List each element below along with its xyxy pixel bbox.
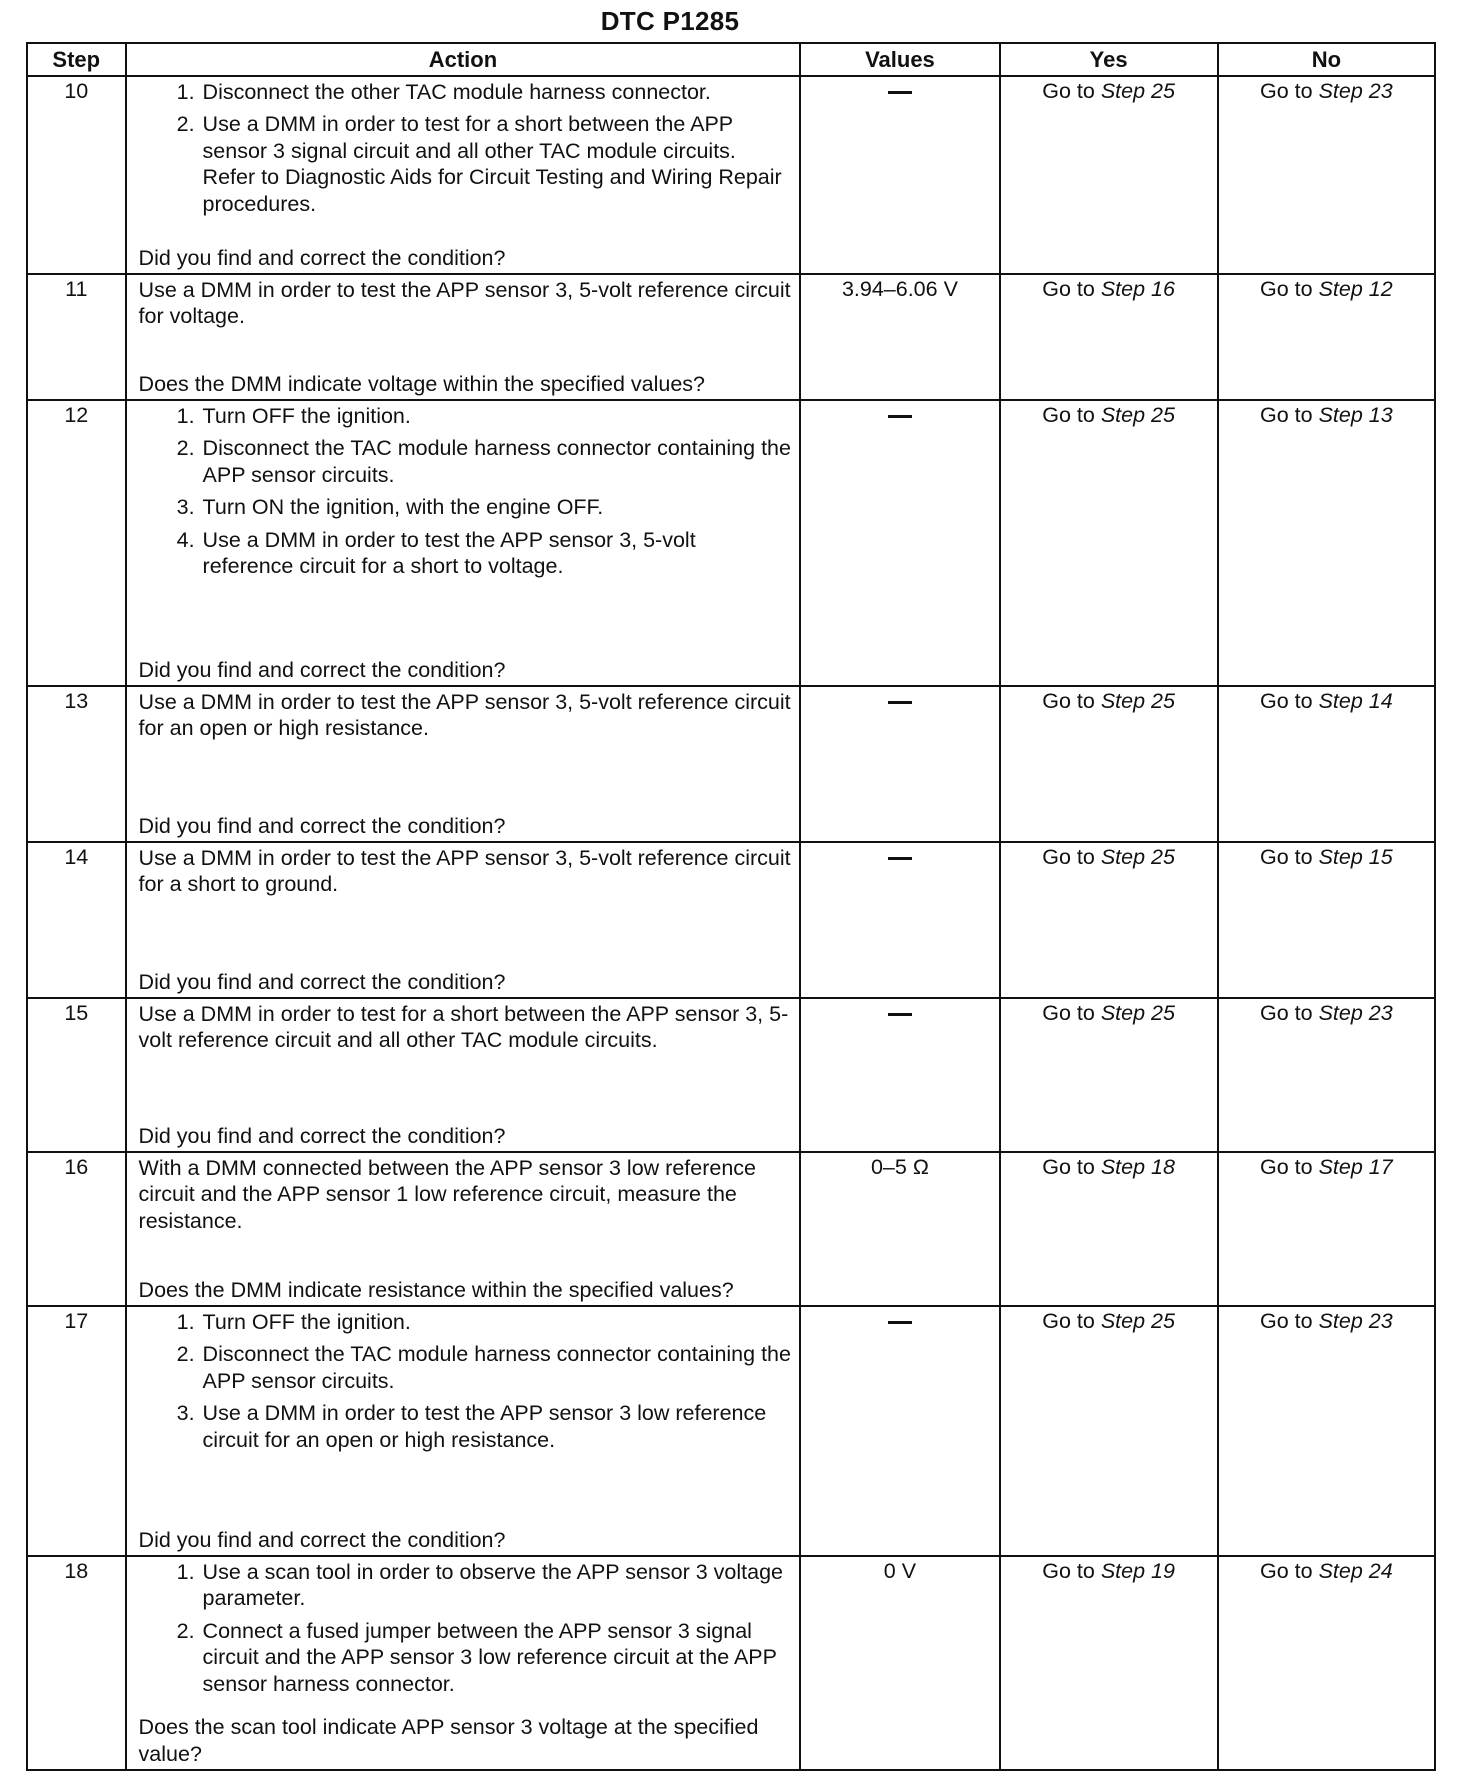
action-question: Did you find and correct the condition? — [138, 969, 506, 994]
action-question: Did you find and correct the condition? — [138, 245, 506, 270]
yes-step-link[interactable]: Step 25 — [1100, 79, 1175, 103]
dash-value — [888, 415, 912, 418]
list-item: 2. Connect a fused jumper between the APP sensor 3 signal circuit and the APP sensor 3 low reference circuit at the APP sensor harness connector. — [176, 1618, 777, 1696]
values-cell: 3.94–6.06 V — [800, 274, 999, 400]
header-no: No — [1218, 43, 1435, 76]
action-question: Does the DMM indicate voltage within the specified values? — [138, 371, 706, 396]
action-question: Did you find and correct the condition? — [138, 1123, 506, 1148]
values-cell — [800, 686, 999, 842]
dash-value — [888, 1321, 912, 1324]
dash-value — [888, 857, 912, 860]
header-step: Step — [27, 43, 126, 76]
action-cell — [126, 1556, 801, 1770]
yes-cell: Go to Step 25 — [1000, 1306, 1218, 1556]
list-item: 3. Turn ON the ignition, with the engine OFF. — [176, 495, 604, 520]
no-step-link[interactable]: Step 14 — [1318, 689, 1393, 713]
no-step-link[interactable]: Step 12 — [1318, 277, 1393, 301]
yes-cell: Go to Step 25 — [1000, 686, 1218, 842]
action-text: Use a DMM in order to test the APP sensor 3, 5-volt reference circuit for an open or high resistance. — [138, 690, 791, 741]
no-step-link[interactable]: Step 17 — [1318, 1155, 1393, 1179]
action-cell — [126, 1152, 801, 1306]
action-question: Does the scan tool indicate APP sensor 3 voltage at the specified value? — [138, 1715, 759, 1766]
header-yes: Yes — [1000, 43, 1218, 76]
values-cell — [800, 842, 999, 998]
step-number: 11 — [27, 274, 126, 400]
table-row — [27, 1306, 1435, 1556]
list-item: 3. Use a DMM in order to test the APP sensor 3 low reference circuit for an open or high resistance. — [176, 1401, 767, 1452]
action-question: Did you find and correct the condition? — [138, 657, 506, 682]
no-step-link[interactable]: Step 23 — [1318, 1309, 1393, 1333]
dash-value — [888, 1013, 912, 1016]
page-title: DTC P1285 — [600, 6, 740, 36]
yes-cell: Go to Step 19 — [1000, 1556, 1218, 1770]
list-item: 1. Disconnect the other TAC module harness connector. — [176, 80, 711, 104]
step-number: 17 — [27, 1306, 126, 1556]
action-question: Did you find and correct the condition? — [138, 1527, 506, 1552]
dash-value — [888, 701, 912, 704]
step-number: 13 — [27, 686, 126, 842]
yes-step-link[interactable]: Step 25 — [1100, 1309, 1175, 1333]
step-number: 18 — [27, 1556, 126, 1770]
list-item: 4. Use a DMM in order to test the APP sensor 3, 5-volt reference circuit for a short to voltage. — [176, 527, 696, 579]
yes-cell: Go to Step 25 — [1000, 76, 1218, 274]
no-step-link[interactable]: Step 23 — [1318, 79, 1393, 103]
no-cell: Go to Step 23 — [1218, 1306, 1435, 1556]
table-row — [27, 686, 1435, 842]
values-cell: 0 V — [800, 1556, 999, 1770]
no-cell: Go to Step 13 — [1218, 400, 1435, 686]
table-row — [27, 1556, 1435, 1770]
table-row — [27, 274, 1435, 400]
action-cell — [126, 76, 801, 274]
action-steps — [139, 403, 792, 586]
no-cell: Go to Step 17 — [1218, 1152, 1435, 1306]
no-step-link[interactable]: Step 15 — [1318, 845, 1393, 869]
list-item: 2. Disconnect the TAC module harness connector containing the APP sensor circuits. — [176, 436, 791, 487]
yes-step-link[interactable]: Step 19 — [1100, 1559, 1175, 1583]
action-cell — [126, 274, 801, 400]
list-item: 1. Use a scan tool in order to observe the APP sensor 3 voltage parameter. — [176, 1560, 783, 1611]
action-cell — [126, 1306, 801, 1556]
yes-cell: Go to Step 25 — [1000, 400, 1218, 686]
step-number: 16 — [27, 1152, 126, 1306]
action-cell — [126, 842, 801, 998]
yes-step-link[interactable]: Step 16 — [1100, 277, 1175, 301]
table-row — [27, 842, 1435, 998]
values-cell — [800, 400, 999, 686]
action-cell — [126, 998, 801, 1152]
header-action: Action — [126, 43, 801, 76]
dash-value — [888, 91, 912, 94]
no-cell: Go to Step 23 — [1218, 76, 1435, 274]
values-cell — [800, 76, 999, 274]
action-text: Use a DMM in order to test the APP sensor 3, 5-volt reference circuit for a short to ground. — [138, 846, 791, 897]
step-number: 15 — [27, 998, 126, 1152]
yes-cell: Go to Step 18 — [1000, 1152, 1218, 1306]
header-values: Values — [800, 43, 999, 76]
table-row — [27, 76, 1435, 274]
yes-step-link[interactable]: Step 25 — [1100, 403, 1175, 427]
yes-step-link[interactable]: Step 25 — [1100, 1001, 1175, 1025]
no-cell: Go to Step 15 — [1218, 842, 1435, 998]
action-text: With a DMM connected between the APP sensor 3 low reference circuit and the APP sensor 1 low reference circuit, measure the resistance. — [138, 1156, 756, 1233]
action-question: Did you find and correct the condition? — [138, 813, 506, 838]
list-item: 1. Turn OFF the ignition. — [176, 1310, 411, 1334]
no-cell: Go to Step 12 — [1218, 274, 1435, 400]
yes-step-link[interactable]: Step 25 — [1100, 689, 1175, 713]
action-text: Use a DMM in order to test the APP sensor 3, 5-volt reference circuit for voltage. — [138, 278, 791, 329]
yes-cell: Go to Step 25 — [1000, 998, 1218, 1152]
list-item: 2. Disconnect the TAC module harness connector containing the APP sensor circuits. — [176, 1342, 791, 1393]
no-step-link[interactable]: Step 23 — [1318, 1001, 1393, 1025]
list-item: 1. Turn OFF the ignition. — [176, 404, 411, 428]
list-item: 2. Use a DMM in order to test for a short between the APP sensor 3 signal circuit and all other TAC module circuits. Refer to Diagnostic Aids for Circuit Testing and Wiring Repair procedures. — [176, 112, 782, 216]
action-steps — [139, 1559, 792, 1703]
dtc-table — [26, 42, 1436, 1771]
no-step-link[interactable]: Step 24 — [1318, 1559, 1393, 1583]
values-cell — [800, 1306, 999, 1556]
no-step-link[interactable]: Step 13 — [1318, 403, 1393, 427]
no-cell: Go to Step 14 — [1218, 686, 1435, 842]
step-number: 12 — [27, 400, 126, 686]
table-row — [27, 400, 1435, 686]
header-row — [27, 43, 1435, 76]
action-steps — [139, 79, 792, 223]
action-cell — [126, 686, 801, 842]
table-row — [27, 1152, 1435, 1306]
action-steps — [139, 1309, 792, 1459]
action-question: Does the DMM indicate resistance within the specified values? — [138, 1277, 734, 1302]
action-cell — [126, 400, 801, 686]
action-text: Use a DMM in order to test for a short between the APP sensor 3, 5-volt reference circuit and all other TAC module circuits. — [138, 1002, 789, 1053]
yes-cell: Go to Step 16 — [1000, 274, 1218, 400]
step-number: 14 — [27, 842, 126, 998]
values-cell: 0–5 Ω — [800, 1152, 999, 1306]
yes-cell: Go to Step 25 — [1000, 842, 1218, 998]
no-cell: Go to Step 24 — [1218, 1556, 1435, 1770]
step-number: 10 — [27, 76, 126, 274]
table-row — [27, 998, 1435, 1152]
yes-step-link[interactable]: Step 25 — [1100, 845, 1175, 869]
yes-step-link[interactable]: Step 18 — [1100, 1155, 1175, 1179]
no-cell: Go to Step 23 — [1218, 998, 1435, 1152]
values-cell — [800, 998, 999, 1152]
